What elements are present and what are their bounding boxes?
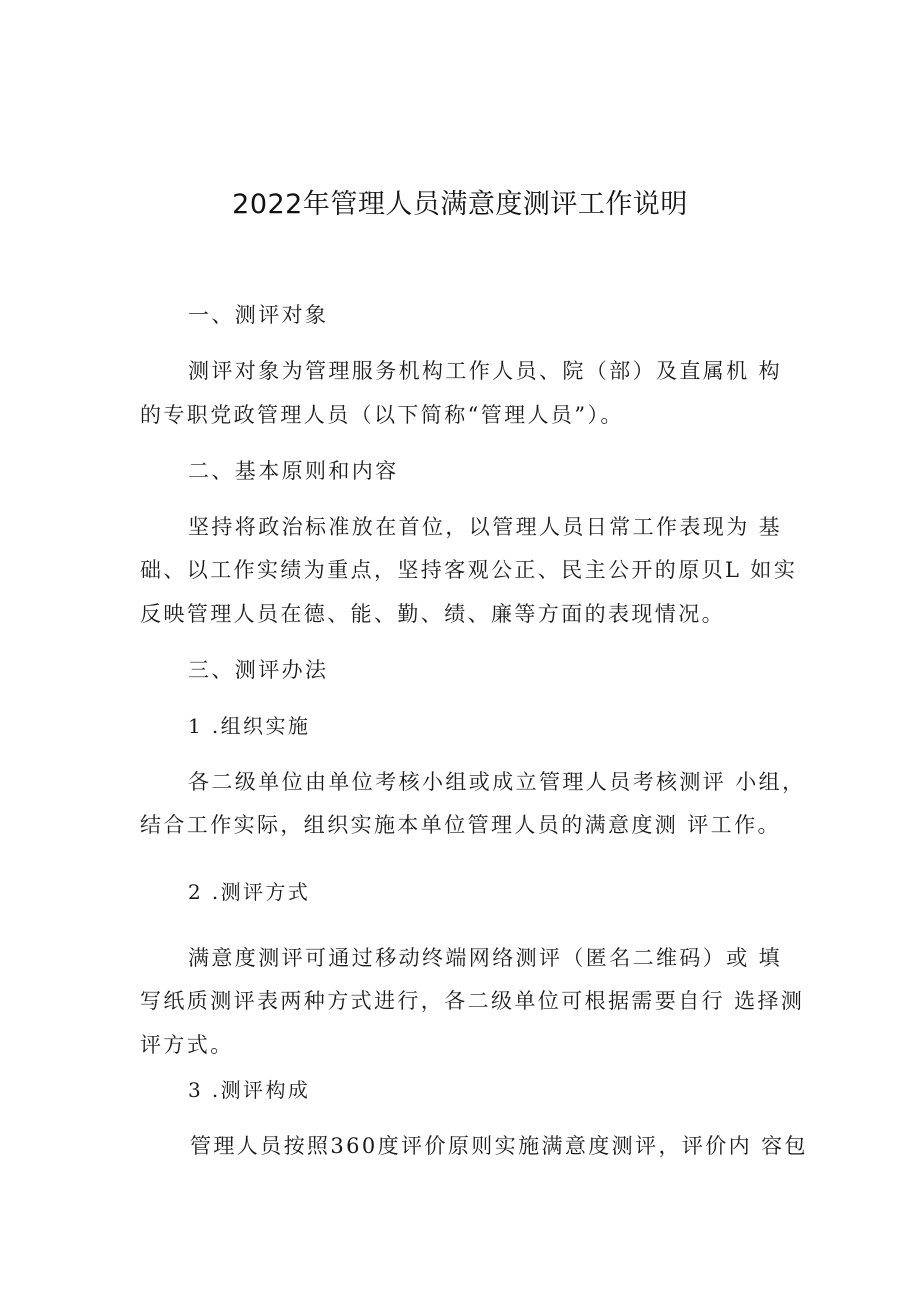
- paragraph-line: 满意度测评可通过移动终端网络测评（匿名二维码）或 填: [188, 946, 783, 970]
- paragraph-line: 各二级单位由单位考核小组或成立管理人员考核测评 小组，: [188, 770, 806, 794]
- paragraph-line: 反映管理人员在德、能、勤、绩、廉等方面的表现情况。: [140, 602, 725, 626]
- paragraph-line: 坚持将政治标准放在首位，以管理人员日常工作表现为 基: [188, 515, 783, 539]
- section-heading-3: 三、测评办法: [188, 658, 329, 682]
- subsection-title-2: 2 .测评方式: [188, 880, 311, 904]
- section-heading-1: 一、测评对象: [188, 303, 329, 327]
- subsection-title-1: 1 .组织实施: [188, 714, 311, 738]
- document-title: 2022年管理人员满意度测评工作说明: [232, 189, 688, 220]
- paragraph-line: 测评对象为管理服务机构工作人员、院（部）及直属机 构: [188, 359, 783, 383]
- paragraph-line: 管理人员按照360度评价原则实施满意度测评，评价内 容包: [190, 1134, 808, 1158]
- paragraph-line: 础、以工作实绩为重点，坚持客观公正、民主公开的原贝L 如实: [140, 558, 798, 582]
- paragraph-line: 结合工作实际，组织实施本单位管理人员的满意度测 评工作。: [140, 813, 781, 837]
- paragraph-line: 评方式。: [140, 1033, 234, 1057]
- paragraph-line: 的专职党政管理人员（以下简称“管理人员”）。: [140, 403, 624, 427]
- subsection-title-3: 3 .测评构成: [188, 1078, 311, 1102]
- section-heading-2: 二、基本原则和内容: [188, 459, 399, 483]
- paragraph-line: 写纸质测评表两种方式进行，各二级单位可根据需要自行 选择测: [140, 989, 805, 1013]
